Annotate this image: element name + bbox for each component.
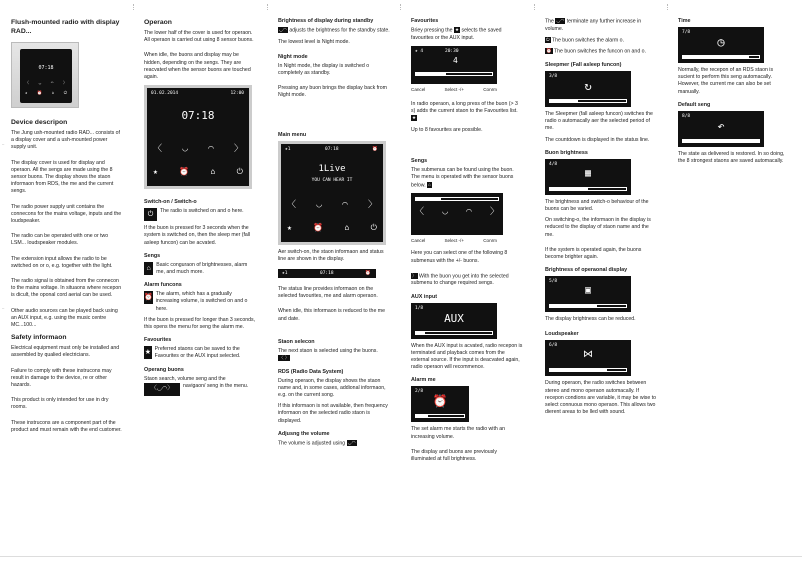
select-label: Select -/+ [444,238,465,244]
column-divider [267,4,268,10]
main-fav-number: 1 [287,146,291,152]
screen-clock: 07:18 [181,109,215,123]
column-5 [545,18,657,420]
confirm-label: Conrm [483,238,497,244]
paragraph: Basic conguraon of brightnesses, alarm me, and much more. [156,261,248,276]
station-heading: Staon selecon [278,338,315,345]
chevron-right-icon: 〉 [233,144,243,155]
alarm-icon: ⏰ [432,394,448,409]
settings-screen [411,193,503,235]
main-slogan: YOU CAN HEAR IT [311,177,353,183]
cancel-label: Cancel [411,86,426,92]
status-fav: ★1 [282,271,288,276]
status-line-screen [278,269,376,278]
main-fav: ★1 [285,146,291,152]
paragraph: If the buon is pressed for 3 seconds when the system is switched on, then the sleep mer (fall asleep funcon) can be acvated. [144,225,251,246]
paragraph: The status line provides informaon on the selected favourites, me and alarm operaon. [278,286,378,300]
ls-heading: Loudspeaker [545,331,579,338]
time-screen [678,27,764,63]
column-2 [144,18,256,400]
status-time: 07:18 [320,271,334,276]
paragraph: navigaon/ seng in the menu. [183,382,249,389]
sleep-screen [545,71,631,107]
settings-icon: ⌂ [144,262,153,275]
default-index: 8/8 [682,113,691,119]
column-divider [667,4,668,10]
main-menu-heading: Main menu [278,131,307,138]
chevron-right-icon: 〉 [412,272,417,278]
power-icon: ⏻ [546,36,550,42]
main-station: 1Live [318,163,346,174]
paragraph: The display brightness can be reduced. [545,316,636,323]
paragraph: The display and buons are previously illuminated at full brightness. [411,448,497,462]
fav-screen-index-value: 4 [420,48,424,54]
paragraph: The volume is adjusted using [278,440,346,447]
power-icon: ⏻ [144,208,157,221]
paragraph: During operaon, the display shows the staon name and, in some cases, addional informaon, e.g. on the current song. [278,377,386,398]
paragraph: The Sleepmer (fall asleep funcon) switches the radio o automacally aer the selected period of me. [545,110,653,132]
paragraph: The radio signal is obtained from the connecon to the mains voltage. In situaons where recepon is dicult, the oponal cord aerial can be used. [11,278,122,299]
paragraph: In radio operaon, a long press of the buon (> 3 s) adds the current staon to the Favourites list. [411,100,518,115]
fav-screen-freq: 20:30 [445,48,459,54]
sleep-index: 3/8 [549,73,558,79]
sleep-timer-icon: ↻ [584,78,592,93]
default-bar [682,139,760,143]
bo-index: 5/8 [549,279,558,285]
device-screen [20,49,72,103]
volume-down-icon: ◡ [182,144,188,155]
star-icon: ★ [144,346,152,359]
fav-heading: Favourites [411,18,439,24]
alarm-icon: ⏰ [365,271,371,276]
alarm-bar [415,414,465,418]
column-1 [11,18,123,438]
paragraph: During operaon, the radio switches between stereo and mono operaon automacally. If recepon condions are variable, it may be wise to select connuous mono operaon. This allows two dierent areas to be lled with sound. [545,380,657,416]
bo-screen [545,276,631,312]
ls-screen [545,340,631,376]
settings-icon: ⌂ [428,181,431,187]
rds-heading: RDS (Radio Data System) [278,368,344,375]
paragraph: This product is only intended for use in dry rooms. [11,397,109,411]
paragraph: Briey pressing the [411,27,453,34]
column-divider [133,4,134,10]
default-heading: Default seng [678,101,711,108]
reset-icon: ↶ [717,118,725,133]
paragraph: Normally, the recepon of an RDS staon is sucient to perform this seng automacally. However, the current me can also be set manually. [678,67,774,95]
bb-screen [545,159,631,195]
page-bottom-rule [0,556,802,557]
column-6 [678,18,790,169]
volume-buttons-icon: ◡◠ [556,18,565,23]
column-divider [534,4,535,10]
fav-screen [411,46,497,84]
star-icon: ★ [454,27,460,32]
paragraph: The buon switches the funcon on and o. [553,48,646,55]
bb-bar [549,187,627,191]
loudspeaker-icon: ⋈ [583,349,593,361]
cancel-label: Cancel [411,238,426,244]
default-screen [678,111,764,147]
settings-heading: Sengs [411,158,428,165]
screen-func-row [153,168,243,175]
clock-icon: ◷ [717,35,725,49]
paragraph: The brightness and switch-o behaviour of the buons can be varied. [545,198,649,212]
time-index: 7/8 [682,30,691,35]
bb-heading: Buon brightness [545,149,588,156]
screen-nav-row: 〈 ◡ ◠ 〉 [287,199,377,210]
main-time: 07:18 [325,146,339,152]
star-icon: ★ [412,115,417,121]
paragraph: Electrical equipment must only be installed and assembled by qualied electricians. [11,345,120,359]
paragraph: Up to 8 favourites are possible. [411,126,483,133]
paragraph: Preferred staons can be saved to the Favourites or the AUX input selected. [154,346,241,360]
margin-mark: – [2,141,5,146]
paragraph: The extension input allows the radio to be switched on or o, e.g. together with the light. [11,255,113,269]
volume-buttons-icon: ◡◠ [279,27,287,32]
nav-buttons-icon: 〈◡◠〉 [144,383,180,396]
paragraph: When idle, this informaon is reduced to the me and date. [278,308,385,322]
station-buttons-icon: 〈 〉 [279,355,290,361]
settings-icon: ⌂ [210,167,216,177]
paragraph: The alarm, which has a gradually increasing volume, is switched on and o here. [155,291,248,312]
alarm-heading: Alarm me [411,377,436,384]
bb-index: 4/8 [549,161,558,167]
paragraph: Aer switch-on, the staon informaon and status line are shown in the display. [278,248,384,262]
settings-heading: Sengs [144,252,161,259]
star-icon: ★ [153,167,158,177]
margin-mark: – [2,305,5,310]
bo-heading: Brightness of operaonal display [545,267,628,274]
fav-screen-value: 4 [453,55,458,65]
aux-heading: AUX input [411,293,438,300]
paragraph: When the AUX input is acvated, radio recepon is terminated and playback comes from the external source. If the input is deacvated again, radio operaon will recommence. [411,342,523,371]
settings-bar [415,197,499,201]
paragraph: selects the saved favourites or the AUX input. [411,27,502,41]
opbuttons-heading: Operang buons [144,366,184,373]
aux-bar [415,331,493,335]
paragraph: The [545,18,554,25]
button-brightness-icon: ▦ [584,167,592,179]
confirm-label: Conrm [483,86,497,92]
select-label: Select -/+ [444,86,465,92]
paragraph: Here you can select one of the following 8 submenus with the +/- buons. [411,250,508,264]
paragraph: If this informaon is not available, then frequency informaon on the selected radio staon is displayed. [278,403,388,424]
screen-time-small: 12:00 [230,91,244,97]
paragraph: adjusts the brightness for the standby state. [289,27,390,34]
paragraph: The lowest level is Night mode. [278,38,350,45]
paragraph: On switching-o, the informaon in the display is reduced to the display of staon name and the me. [545,217,651,238]
alarm-index: 2/8 [415,389,424,395]
device-photo [11,42,79,108]
bo-bar [549,304,627,308]
paragraph: The buon switches the alarm o. [551,37,625,44]
volume-up-icon: ◠ [208,144,214,155]
alarm-screen [411,386,469,422]
sleep-bar [549,99,627,103]
aux-screen [411,303,497,339]
paragraph: Other audio sources can be played back using an AUX input, e.g. using the music centre MC...100... [11,307,118,329]
paragraph: The state as delivered is restored. In so doing, the 8 strongest staons are saved automacally. [678,150,785,165]
alarm-icon: ⏰ [372,146,378,152]
night-heading: Night mode [278,53,308,60]
status-fav-number: 1 [284,271,288,276]
display-brightness-icon: ▣ [584,285,592,297]
alarm-icon: ⏰ [144,291,153,304]
paragraph: The radio power supply unit contains the connecons for the mains voltage, inputs and the loudspeaker. [11,203,122,225]
volume-buttons-icon: ◡◠ [347,439,356,445]
page-title: Flush-mounted radio with display RAD... [11,19,120,35]
sleep-heading: Sleepmer (Fall asleep funcon) [545,61,622,68]
column-divider [400,4,401,10]
ls-bar [549,368,627,372]
paragraph: The set alarm me starts the radio with an increasing volume. [411,426,505,440]
power-icon: ⏻ [236,167,243,177]
fav-actions [411,86,497,93]
column-4 [411,18,523,467]
volume-heading: Adjusng the volume [278,430,330,437]
device-description-heading: Device descripon [11,119,68,126]
paragraph: The display cover is used for display and operaon. All the sengs are made using the 8 sensor buons. The display shows the staon informaon from RDS, the me and the current sengs. [11,159,114,195]
alarm-icon: ⏰ [179,167,190,177]
screen-nav-row [153,146,243,153]
paragraph: The radio can be operated with one or two LSM... loudspeaker modules. [11,233,109,247]
switch-heading: Switch-on / Switch-o [144,199,197,206]
screen-func-row: ★ ⏰ ⌂ ⏻ [287,222,377,232]
operation-heading: Operaon [144,19,172,26]
paragraph: The radio is switched on and o here. [160,208,244,215]
paragraph: Pressing any buon brings the display back from Night mode. [278,85,387,99]
column-3 [278,18,390,451]
alarm-heading: Alarm funcons [144,282,182,289]
device-icons-row2: ★ ⏰ ⌂ ⏻ [25,90,67,95]
chevron-left-icon: 〈 [153,144,163,155]
paragraph: terminate any further increase in volume. [545,18,642,32]
paragraph: Failure to comply with these instrucons may result in damage to the device, re or other hazards. [11,367,112,389]
paragraph: When idle, the buons and display may be hidden, depending on the sengs. They are reacvated when the sensor buons are touched again. [144,52,251,81]
paragraph: If the system is operated again, the buons become brighter again. [545,246,642,260]
device-icons: 〈 ◡ ◠ 〉 [25,80,67,85]
alarm-icon: ⏰ [546,48,552,54]
device-clock: 07:18 [38,65,54,71]
paragraph: The lower half of the cover is used for operaon. All operaon is carried out using 8 sensor buons. [144,30,254,44]
time-heading: Time [678,18,691,24]
paragraph: In Night mode, the display is switched o completely as standby. [278,62,370,76]
safety-heading: Safety informaon [11,334,67,342]
paragraph: Staon search, volume seng and the [144,375,226,382]
time-bar [682,55,760,59]
fav-heading: Favourites [144,337,172,344]
operation-screen [144,85,252,189]
main-menu-screen [278,141,386,245]
paragraph: These instrucons are a component part of the product and must remain with the end customer. [11,419,122,433]
screen-date: 01.02.2014 [151,91,179,97]
standby-heading: Brightness of display during standby [278,18,374,24]
ls-index: 6/8 [549,343,558,349]
fav-bar [415,72,493,76]
settings-actions [411,237,497,244]
paragraph: The submenus can be found using the buon. The menu is operated with the sensor buons below. [411,167,514,188]
settings-nav: 〈 ◡ ◠ 〉 [415,207,499,218]
paragraph: With the buon you get into the selected submenu to change required sengs. [411,273,509,287]
paragraph: The countdown is displayed in the status line. [545,136,650,143]
paragraph: The Jung ush-mounted radio RAD... consists of a display cover and a ush-mounted power supply unit. [11,130,120,151]
fav-screen-index: ★ 4 [415,48,424,54]
aux-label: AUX [444,311,464,325]
paragraph: If the buon is pressed for longer than 3 seconds, this opens the menu for seng the alarm me. [144,316,256,331]
paragraph: The next staon is selected using the buons. [278,347,378,354]
aux-index: 1/8 [415,305,424,311]
